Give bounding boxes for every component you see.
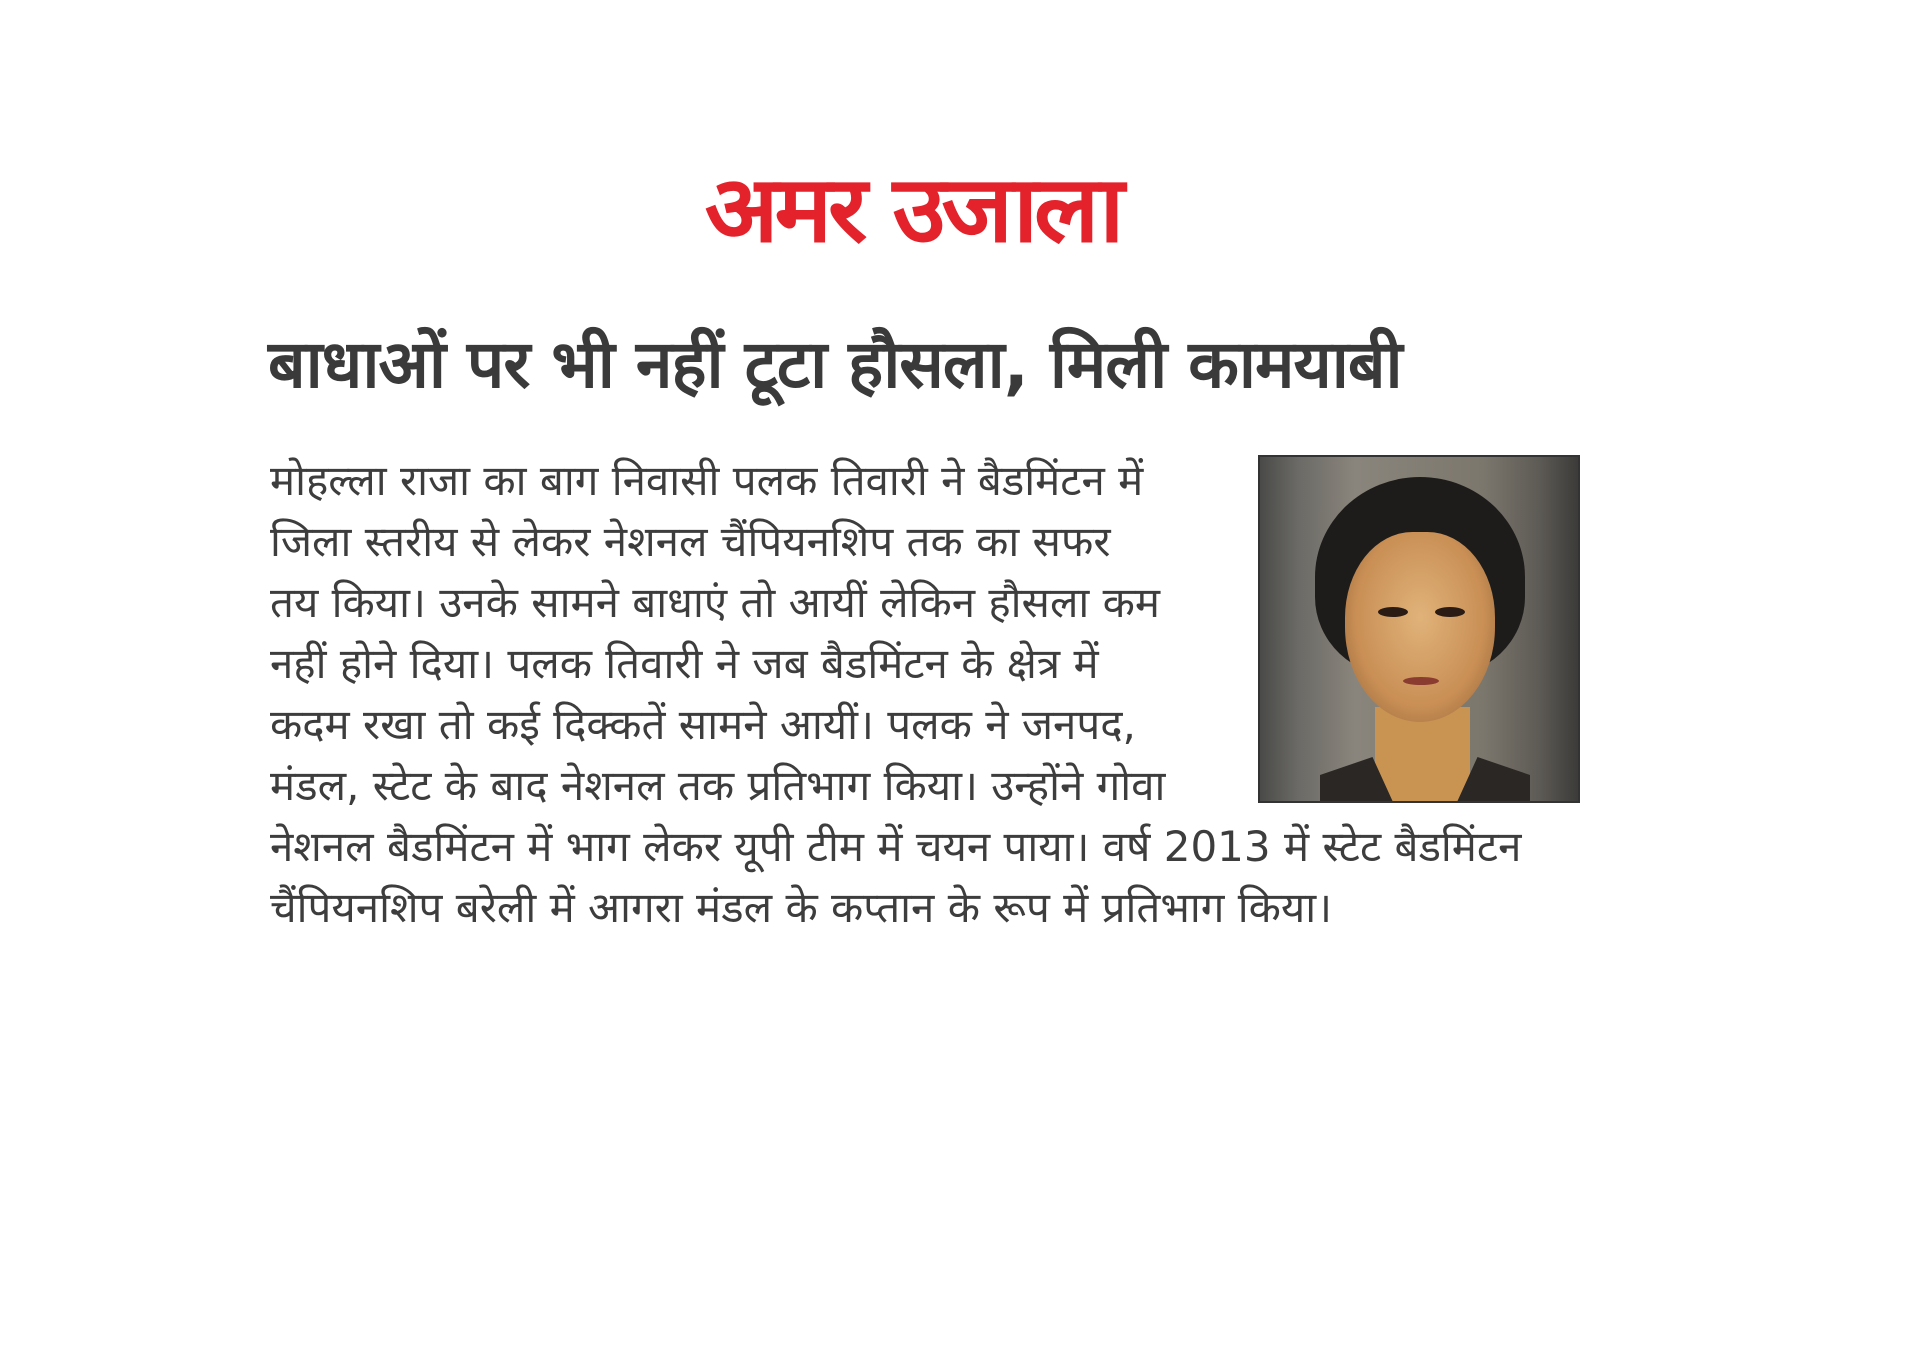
photo-face <box>1345 532 1495 722</box>
newspaper-masthead-logo: अमर उजाला <box>704 156 1121 263</box>
body-line: चैंपियनशिप बरेली में आगरा मंडल के कप्तान के रूप में प्रतिभाग किया। <box>270 883 1333 932</box>
body-line: नहीं होने दिया। पलक तिवारी ने जब बैडमिंटन के क्षेत्र में <box>270 639 1099 688</box>
article-headline: बाधाओं पर भी नहीं टूटा हौसला, मिली कामयाबी <box>268 326 1402 403</box>
photo-eye <box>1378 607 1408 617</box>
body-line: कदम रखा तो कई दिक्कतें सामने आयीं। पलक ने जनपद, <box>270 700 1136 749</box>
body-line: मोहल्ला राजा का बाग निवासी पलक तिवारी ने बैडमिंटन में <box>270 456 1144 505</box>
body-line: मंडल, स्टेट के बाद नेशनल तक प्रतिभाग किया। उन्होंने गोवा <box>270 761 1166 810</box>
photo-eye <box>1435 607 1465 617</box>
body-line: जिला स्तरीय से लेकर नेशनल चैंपियनशिप तक का सफर <box>270 517 1111 566</box>
body-line: तय किया। उनके सामने बाधाएं तो आयीं लेकिन हौसला कम <box>270 578 1161 627</box>
photo-mouth <box>1403 677 1439 685</box>
portrait-photo <box>1258 455 1580 803</box>
body-line: नेशनल बैडमिंटन में भाग लेकर यूपी टीम में चयन पाया। वर्ष 2013 में स्टेट बैडमिंटन <box>270 822 1522 871</box>
